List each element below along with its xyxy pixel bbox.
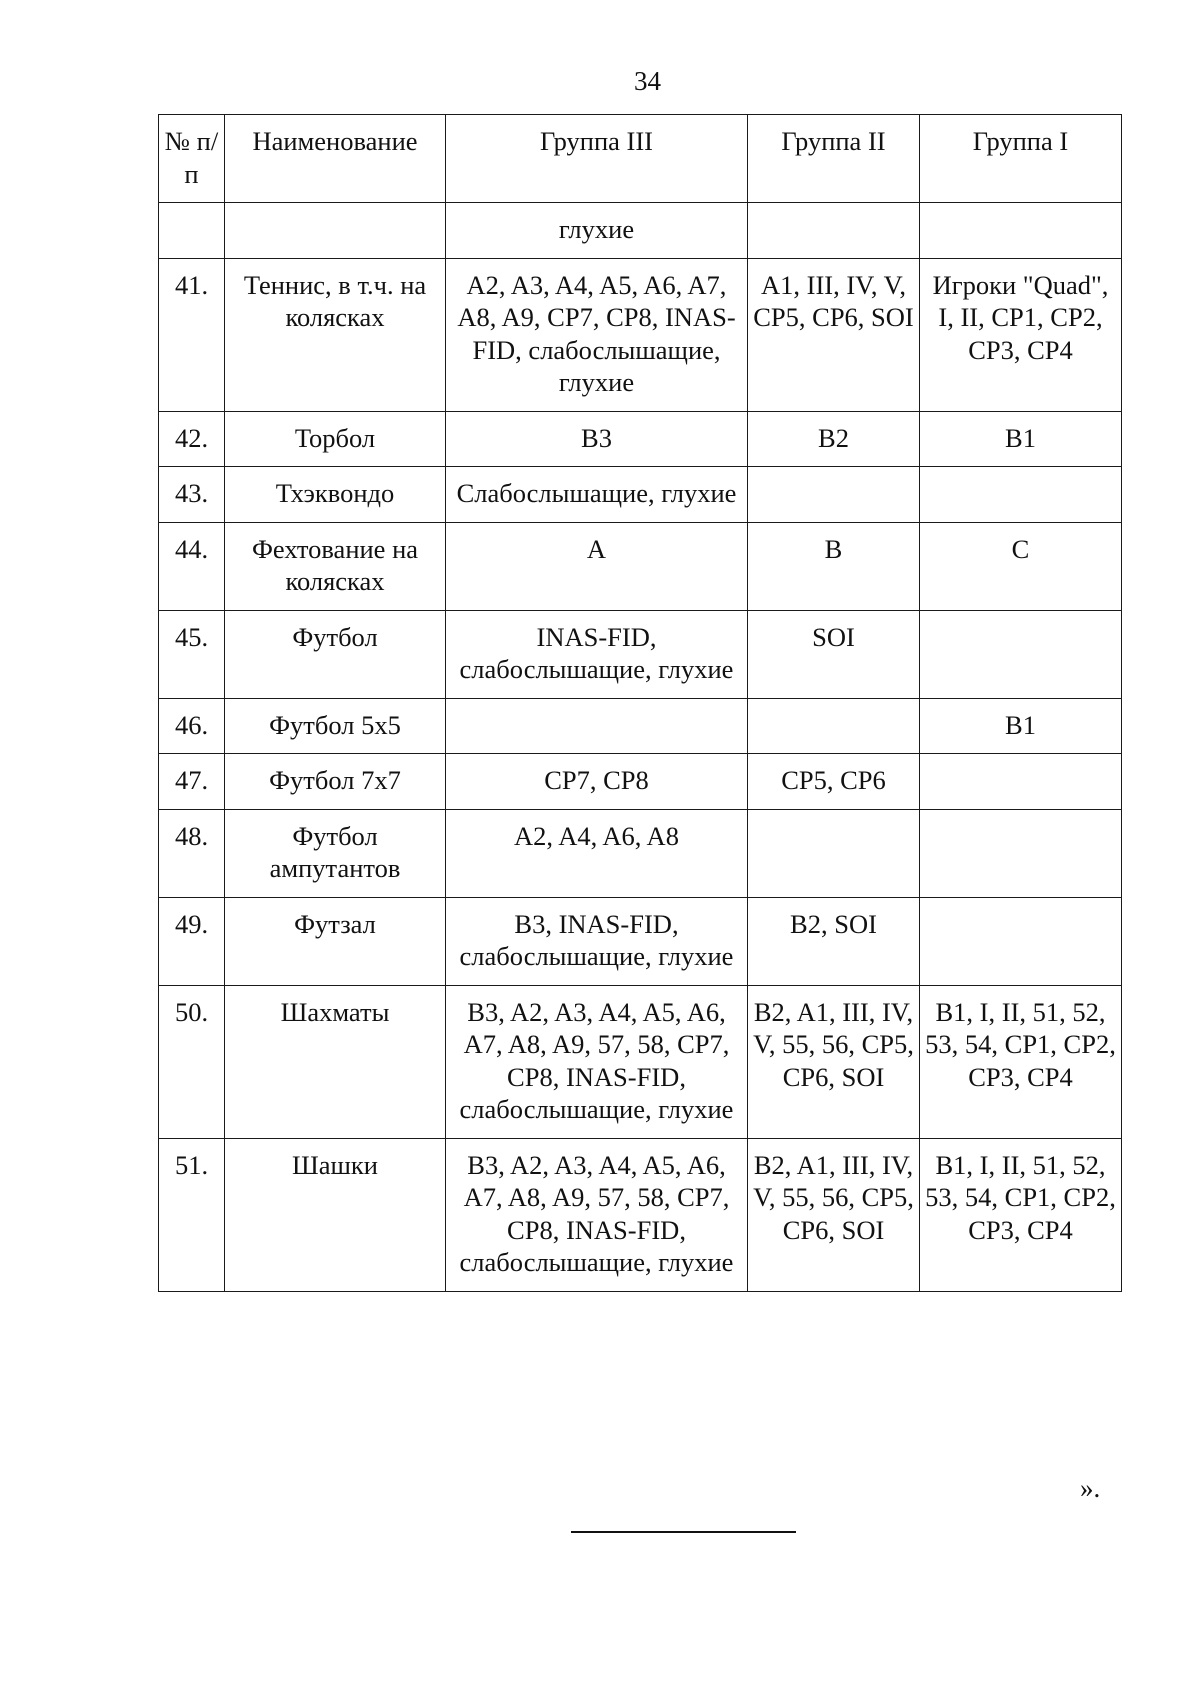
cell-name: Футбол 5x5 bbox=[225, 698, 446, 754]
cell-group-1: B1, I, II, 51, 52, 53, 54, CP1, CP2, CP3, CP4 bbox=[920, 985, 1122, 1138]
cell-group-2: B2, A1, III, IV, V, 55, 56, CP5, CP6, SOI bbox=[748, 1138, 920, 1291]
cell-name: Тхэквондо bbox=[225, 467, 446, 523]
table-row bbox=[159, 411, 1122, 467]
cell-group-3: B3, INAS-FID, слабослышащие, глухие bbox=[446, 897, 748, 985]
footer-divider bbox=[571, 1531, 796, 1533]
cell-group-2 bbox=[748, 698, 920, 754]
cell-number: 48. bbox=[159, 809, 225, 897]
table-row bbox=[159, 203, 1122, 259]
cell-group-3: A2, A4, A6, A8 bbox=[446, 809, 748, 897]
cell-group-1: B1 bbox=[920, 698, 1122, 754]
cell-group-1 bbox=[920, 467, 1122, 523]
cell-group-2: B bbox=[748, 522, 920, 610]
header-number: № п/п bbox=[159, 115, 225, 203]
closing-quote-mark: ». bbox=[1080, 1473, 1101, 1503]
table-row bbox=[159, 754, 1122, 810]
table-header-row bbox=[159, 115, 1122, 203]
cell-group-3: глухие bbox=[446, 203, 748, 259]
cell-group-1 bbox=[920, 754, 1122, 810]
table-row bbox=[159, 809, 1122, 897]
cell-group-2 bbox=[748, 809, 920, 897]
cell-group-3: CP7, CP8 bbox=[446, 754, 748, 810]
table-row bbox=[159, 897, 1122, 985]
cell-number: 42. bbox=[159, 411, 225, 467]
cell-number: 41. bbox=[159, 258, 225, 411]
cell-name: Футбол ампутантов bbox=[225, 809, 446, 897]
table-row bbox=[159, 522, 1122, 610]
cell-group-3: B3, A2, A3, A4, A5, A6, A7, A8, A9, 57, 58, CP7, CP8, INAS-FID, слабослышащие, глухие bbox=[446, 985, 748, 1138]
header-group-3: Группа III bbox=[446, 115, 748, 203]
table-row bbox=[159, 698, 1122, 754]
table-row bbox=[159, 258, 1122, 411]
page-number: 34 bbox=[634, 66, 661, 96]
cell-group-1 bbox=[920, 610, 1122, 698]
table-row bbox=[159, 467, 1122, 523]
classification-table bbox=[158, 114, 1122, 1292]
cell-group-1: B1, I, II, 51, 52, 53, 54, CP1, CP2, CP3, CP4 bbox=[920, 1138, 1122, 1291]
table-row bbox=[159, 985, 1122, 1138]
cell-name: Футзал bbox=[225, 897, 446, 985]
cell-number: 43. bbox=[159, 467, 225, 523]
cell-name: Шахматы bbox=[225, 985, 446, 1138]
cell-group-2: A1, III, IV, V, CP5, CP6, SOI bbox=[748, 258, 920, 411]
cell-name bbox=[225, 203, 446, 259]
cell-group-1: C bbox=[920, 522, 1122, 610]
cell-name: Футбол 7x7 bbox=[225, 754, 446, 810]
cell-group-2 bbox=[748, 203, 920, 259]
cell-name: Теннис, в т.ч. на колясках bbox=[225, 258, 446, 411]
cell-group-2 bbox=[748, 467, 920, 523]
cell-name: Фехтование на колясках bbox=[225, 522, 446, 610]
cell-number: 45. bbox=[159, 610, 225, 698]
header-name: Наименование bbox=[225, 115, 446, 203]
cell-group-2: SOI bbox=[748, 610, 920, 698]
cell-group-3: INAS-FID, слабослышащие, глухие bbox=[446, 610, 748, 698]
cell-group-2: B2, SOI bbox=[748, 897, 920, 985]
header-group-2: Группа II bbox=[748, 115, 920, 203]
header-group-1: Группа I bbox=[920, 115, 1122, 203]
cell-group-3: B3, A2, A3, A4, A5, A6, A7, A8, A9, 57, 58, CP7, CP8, INAS-FID, слабослышащие, глухие bbox=[446, 1138, 748, 1291]
cell-group-2: B2, A1, III, IV, V, 55, 56, CP5, CP6, SOI bbox=[748, 985, 920, 1138]
cell-group-1 bbox=[920, 809, 1122, 897]
cell-number bbox=[159, 203, 225, 259]
cell-number: 51. bbox=[159, 1138, 225, 1291]
cell-group-3: A bbox=[446, 522, 748, 610]
table-row bbox=[159, 610, 1122, 698]
cell-group-1: Игроки "Quad", I, II, CP1, CP2, CP3, CP4 bbox=[920, 258, 1122, 411]
cell-group-2: B2 bbox=[748, 411, 920, 467]
cell-group-1: B1 bbox=[920, 411, 1122, 467]
cell-group-1 bbox=[920, 203, 1122, 259]
cell-group-3 bbox=[446, 698, 748, 754]
cell-number: 44. bbox=[159, 522, 225, 610]
cell-number: 50. bbox=[159, 985, 225, 1138]
cell-number: 47. bbox=[159, 754, 225, 810]
cell-name: Футбол bbox=[225, 610, 446, 698]
cell-group-3: Слабослышащие, глухие bbox=[446, 467, 748, 523]
cell-group-2: CP5, CP6 bbox=[748, 754, 920, 810]
cell-group-1 bbox=[920, 897, 1122, 985]
cell-name: Торбол bbox=[225, 411, 446, 467]
cell-group-3: B3 bbox=[446, 411, 748, 467]
cell-number: 46. bbox=[159, 698, 225, 754]
cell-group-3: A2, A3, A4, A5, A6, A7, A8, A9, CP7, CP8, INAS-FID, слабослышащие, глухие bbox=[446, 258, 748, 411]
cell-name: Шашки bbox=[225, 1138, 446, 1291]
table-row bbox=[159, 1138, 1122, 1291]
cell-number: 49. bbox=[159, 897, 225, 985]
